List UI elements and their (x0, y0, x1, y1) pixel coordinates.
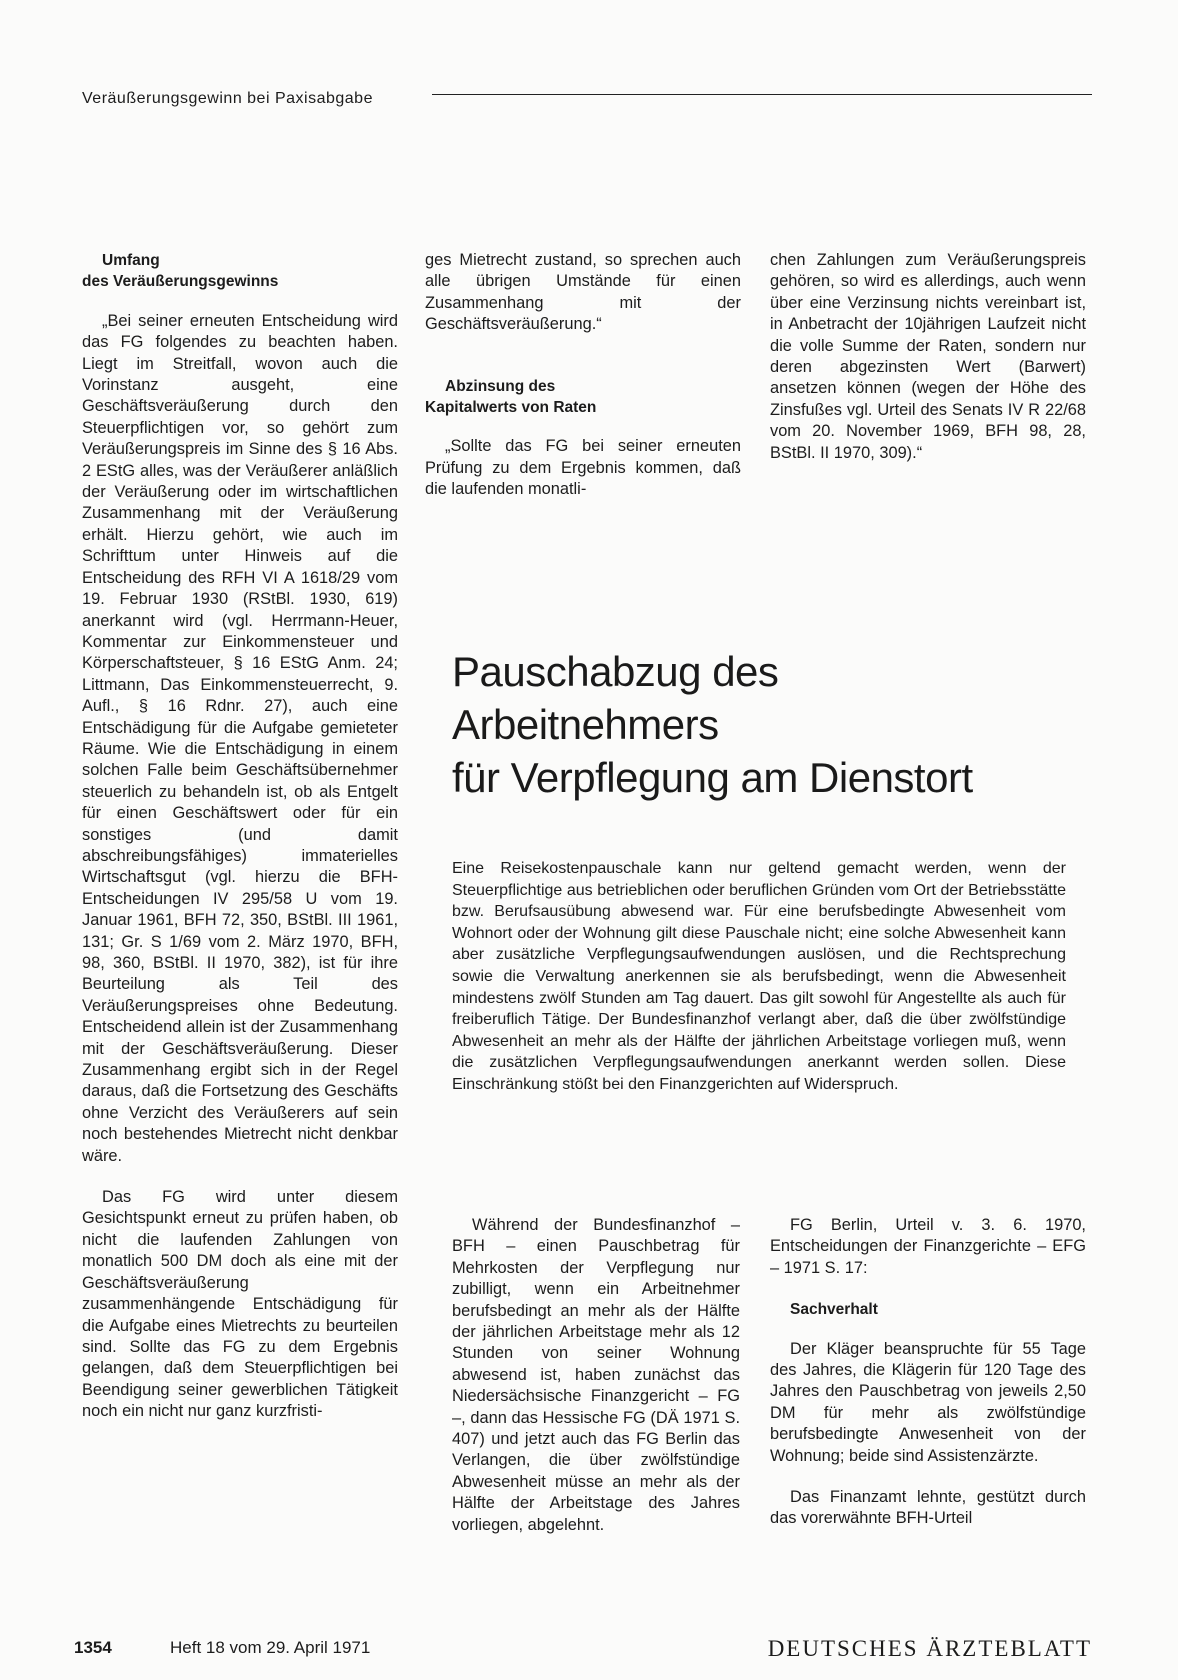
running-head-title: Veräußerungsgewinn bei Paxisabgabe (82, 90, 373, 107)
paragraph: „Sollte das FG bei seiner erneuten Prüfung zu dem Ergebnis kommen, daß die laufenden monatli- (425, 437, 741, 499)
paragraph: FG Berlin, Urteil v. 3. 6. 1970, Entscheidungen der Finanzgerichte – EFG – 1971 S. 17: (770, 1216, 1086, 1277)
section-heading-abzinsung (425, 376, 741, 419)
paragraph: „Bei seiner erneuten Entscheidung wird das FG folgendes zu beachten haben. Liegt im Streitfall, wovon auch die Vorinstanz ausgeht, eine Geschäftsveräußerung durch den Steuerpflichtigen vor, so gehört zum Veräußerungspreis im Sinne des § 16 Abs. 2 EStG alles, was der Veräußerer anläßlich der Veräußerung oder im wirtschaftlichen Zusammenhang mit der Veräußerung erhält. Hierzu gehört, wie auch im Schrifttum unter Hinweis auf die Entscheidung des RFH VI A 1618/29 vom 19. Februar 1930 (RStBl. 1930, 619) anerkannt wird (vgl. Herrmann-Heuer, Kommentar zur Einkommensteuer und Körperschaftsteuer, § 16 EStG Anm. 24; Littmann, Das Einkommensteuerrecht, 9. Aufl., § 16 Rdnr. 27), auch eine Entschädigung für die Aufgabe gemieteter Räume. Wie die Entschädigung in einem solchen Falle beim Geschäftsübernehmer steuerlich zu behandeln ist, ob als Entgelt für einen Geschäftswert oder für ein sonstiges (und damit abschreibungsfähiges) immaterielles Wirtschaftsgut (vgl. hierzu die BFH-Entscheidungen IV 295/58 U vom 19. Januar 1961, BFH 72, 350, BStBl. III 1961, 131; Gr. S 1/69 vom 2. März 1970, BFH, 98, 360, BStBl. II 1970, 382), ist für ihre Beurteilung als Teil des Veräußerungspreises ohne Bedeutung. Entscheidend allein ist der Zusammenhang mit der Geschäftsveräußerung. Dieser Zusammenhang ergibt sich in der Regel daraus, daß die Fortsetzung des Geschäfts ohne Verzicht des Veräußerers auf sein noch bestehendes Mietrecht nicht denkbar wäre. (82, 311, 398, 1165)
section-heading-line: Kapitalwerts von Raten (425, 399, 597, 417)
issue-date: Heft 18 vom 29. April 1971 (170, 1638, 371, 1657)
page-number: 1354 (74, 1638, 112, 1657)
section-heading-line: des Veräußerungsgewinns (82, 273, 279, 291)
column-1 (82, 250, 398, 1423)
headline-line: Arbeitnehmers (452, 701, 719, 748)
article-headline (452, 645, 1092, 804)
column-3 (770, 250, 1086, 464)
running-head (82, 90, 1092, 116)
paragraph: ges Mietrecht zustand, so sprechen auch alle übrigen Umstände für einen Zusammenhang mit der Geschäftsveräußerung.“ (425, 251, 741, 334)
headline-line: für Verpflegung am Dienstort (452, 754, 973, 801)
page-footer (74, 1638, 1092, 1666)
section-heading-sachverhalt: Sachverhalt (790, 1301, 878, 1319)
section-heading-line: Umfang (102, 252, 160, 269)
paragraph: chen Zahlungen zum Veräußerungspreis gehören, so wird es allerdings, auch wenn über eine Verzinsung nichts vereinbart ist, in Anbetracht der 10jährigen Laufzeit nicht die volle Summe der Raten, sondern nur deren abgezinsten Wert (Barwert) ansetzen können (wegen der Höhe des Zinsfußes vgl. Urteil des Senats IV R 22/68 vom 20. November 1969, BFH 98, 28, BStBl. II 1970, 309).“ (770, 251, 1086, 462)
column-5 (452, 1215, 740, 1536)
section-heading-umfang (82, 250, 398, 293)
running-head-rule (432, 94, 1092, 95)
paragraph: Das Finanzamt lehnte, gestützt durch das vorerwähnte BFH-Urteil (770, 1488, 1086, 1528)
masthead: DEUTSCHES ÄRZTEBLATT (767, 1636, 1092, 1661)
article-lead: Eine Reisekostenpauschale kann nur geltend gemacht werden, wenn der Steuerpflichtige aus betrieblichen oder beruflichen Gründen vom Ort der Betriebsstätte bzw. Berufsausübung abwesend war. Für eine berufsbedingte Abwesenheit vom Wohnort oder der Wohnung gilt diese Pauschale nicht; eine solche Abwesenheit kann aber zusätzliche Verpflegungsaufwendungen auslösen, und die Rechtsprechung sowie die Verwaltung anerkennen sie als berufsbedingt, wenn die Abwesenheit mindestens zwölf Stunden am Tag dauert. Das gilt sowohl für Angestellte als auch für freiberuflich Tätige. Der Bundesfinanzhof verlangt aber, daß die über zwölfstündige Abwesenheit an mehr als der Hälfte der jährlichen Arbeitstage vorliegen muß, wenn die zusätzlichen Verpflegungsaufwendungen anerkannt werden sollen. Diese Einschränkung stößt bei den Finanzgerichten auf Widerspruch. (452, 860, 1066, 1093)
column-6 (770, 1215, 1086, 1530)
paragraph: Während der Bundesfinanzhof – BFH – einen Pauschbetrag für Mehrkosten der Verpflegung nur zubilligt, wenn ein Arbeitnehmer berufsbedingt an mehr als der Hälfte der jährlichen Arbeitstage mehr als 12 Stunden von seiner Wohnung abwesend ist, haben zunächst das Niedersächsische Finanzgericht – FG –, dann das Hessische FG (DÄ 1971 S. 407) und jetzt auch das FG Berlin das Verlangen, die über zwölfstündige Abwesenheit müsse an mehr als der Hälfte der Arbeitstage des Jahres vorliegen, abgelehnt. (452, 1216, 740, 1534)
headline-line: Pauschabzug des (452, 648, 779, 695)
paragraph: Der Kläger beanspruchte für 55 Tage des Jahres, die Klägerin für 120 Tage des Jahres den Pauschbetrag von jeweils 2,50 DM für mehr als zwölfstündige berufsbedingte Anwesenheit von der Wohnung; beide sind Assistenzärzte. (770, 1339, 1086, 1465)
section-heading-line: Abzinsung des (445, 377, 556, 395)
column-2 (425, 250, 741, 501)
paragraph: Das FG wird unter diesem Gesichtspunkt erneut zu prüfen haben, ob nicht die laufenden Zahlungen von monatlich 500 DM doch als eine mit der Geschäftsveräußerung zusammenhängende Entschädigung für die Aufgabe eines Mietrechts zu beurteilen sind. Sollte das FG zu dem Ergebnis gelangen, daß dem Steuerpflichtigen bei Beendigung seiner gewerblichen Tätigkeit noch ein nicht nur ganz kurzfristi- (82, 1188, 398, 1421)
